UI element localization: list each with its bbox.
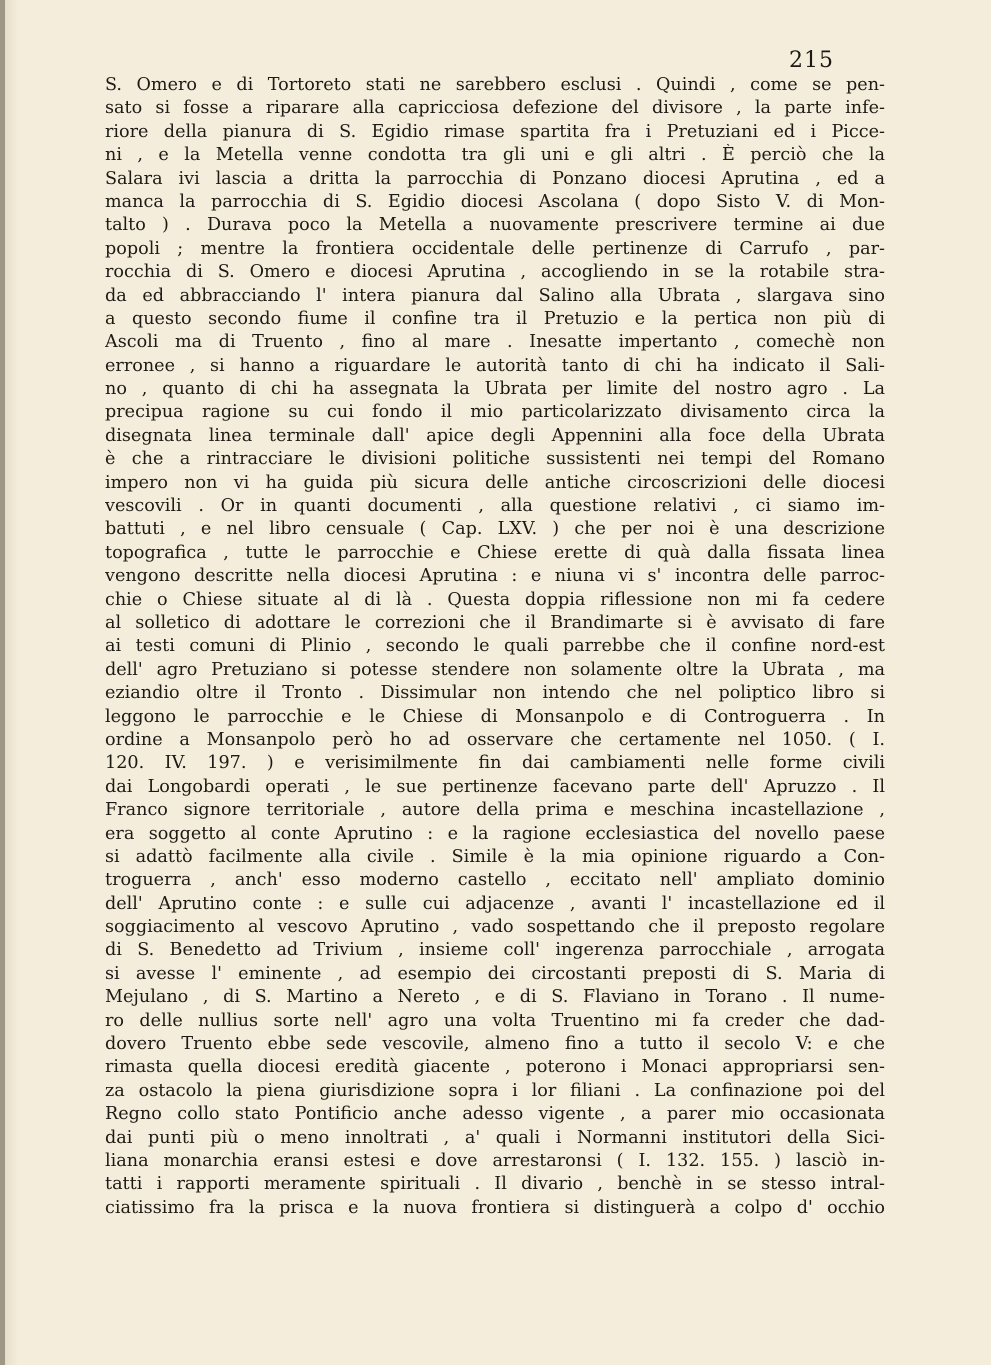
text-line: si adattò facilmente alla civile . Simile è la mia opinione riguardo a Con-: [105, 846, 885, 867]
text-line: eziandio oltre il Tronto . Dissimular non intendo che nel poliptico libro si: [105, 683, 885, 704]
text-line: Regno collo stato Pontificio anche adesso vigente , a parer mio occasionata: [105, 1104, 885, 1125]
text-line: di S. Benedetto ad Trivium , insieme coll' ingerenza parrocchiale , arrogata: [105, 940, 885, 961]
text-line: chie o Chiese situate al di là . Questa doppia riflessione non mi fa cedere: [105, 589, 885, 610]
text-line: S. Omero e di Tortoreto stati ne sarebbero esclusi . Quindi , come se pen-: [105, 75, 885, 95]
text-line: Ascoli ma di Truento , fino al mare . Inesatte impertanto , comechè non: [105, 332, 885, 353]
body-text: [105, 74, 885, 1220]
text-line: no , quanto di chi ha assegnata la Ubrata per limite del nostro agro . La: [105, 379, 885, 400]
text-line: manca la parrocchia di S. Egidio diocesi Ascolana ( dopo Sisto V. di Mon-: [105, 191, 885, 212]
text-line: è che a rintracciare le divisioni politiche sussistenti nei tempi del Romano: [105, 449, 885, 470]
text-line: ordine a Monsanpolo però ho ad osservare che certamente nel 1050. ( I.: [105, 729, 885, 750]
text-line: si avesse l' eminente , ad esempio dei circostanti preposti di S. Maria di: [105, 963, 885, 984]
text-line: da ed abbracciando l' intera pianura dal Salino alla Ubrata , slargava sino: [105, 285, 885, 306]
text-line: precipua ragione su cui fondo il mio particolarizzato divisamento circa la: [105, 402, 885, 423]
text-line: dovero Truento ebbe sede vescovile, almeno fino a tutto il secolo V: e che: [105, 1034, 885, 1055]
text-line: vescovili . Or in quanti documenti , alla questione relativi , ci siamo im-: [105, 496, 885, 517]
text-line: dai punti più o meno innoltrati , a' quali i Normanni institutori della Sici-: [105, 1127, 885, 1148]
text-line: 120. IV. 197. ) e verisimilmente fin dai cambiamenti nelle forme civili: [105, 753, 885, 774]
text-line: Mejulano , di S. Martino a Nereto , e di S. Flaviano in Torano . Il nume-: [105, 987, 885, 1008]
text-line: sato si fosse a riparare alla capricciosa defezione del divisore , la parte infe-: [105, 98, 885, 119]
text-line: dell' Aprutino conte : e sulle cui adjacenze , avanti l' incastellazione ed il: [105, 893, 885, 914]
text-line: liana monarchia eransi estesi e dove arrestaronsi ( I. 132. 155. ) lasciò in-: [105, 1150, 885, 1171]
text-line: Franco signore territoriale , autore della prima e meschina incastellazione ,: [105, 800, 885, 821]
page-number: 215: [789, 48, 834, 73]
text-line: leggono le parrocchie e le Chiese di Monsanpolo e di Controguerra . In: [105, 706, 885, 727]
text-line: tatti i rapporti meramente spirituali . Il divario , benchè in se stesso intral-: [105, 1174, 885, 1195]
text-line: disegnata linea terminale dall' apice degli Appennini alla foce della Ubrata: [105, 425, 885, 446]
text-line: erronee , si hanno a riguardare le autorità tanto di chi ha indicato il Sali-: [105, 355, 885, 376]
text-line: ciatissimo fra la prisca e la nuova frontiera si distinguerà a colpo d' occhio: [105, 1197, 885, 1218]
text-line: impero non vi ha guida più sicura delle antiche circoscrizioni delle diocesi: [105, 472, 885, 493]
text-line: riore della pianura di S. Egidio rimase spartita fra i Pretuziani ed i Picce-: [105, 121, 885, 142]
text-line: za ostacolo la piena giurisdizione sopra i lor filiani . La confinazione poi del: [105, 1080, 885, 1101]
text-line: ai testi comuni di Plinio , secondo le quali parrebbe che il confine nord-est: [105, 636, 885, 657]
text-line: ro delle nullius sorte nell' agro una volta Truentino mi fa creder che dad-: [105, 1010, 885, 1031]
text-line: popoli ; mentre la frontiera occidentale delle pertinenze di Carrufo , par-: [105, 238, 885, 259]
text-line: talto ) . Durava poco la Metella a nuovamente prescrivere termine ai due: [105, 215, 885, 236]
text-line: era soggetto al conte Aprutino : e la ragione ecclesiastica del novello paese: [105, 823, 885, 844]
text-line: soggiacimento al vescovo Aprutino , vado sospettando che il preposto regolare: [105, 917, 885, 938]
text-line: topografica , tutte le parrocchie e Chiese erette di quà dalla fissata linea: [105, 542, 885, 563]
text-line: dai Longobardi operati , le sue pertinenze facevano parte dell' Apruzzo . Il: [105, 776, 885, 797]
text-line: dell' agro Pretuziano si potesse stendere non solamente oltre la Ubrata , ma: [105, 659, 885, 680]
text-line: a questo secondo fiume il confine tra il Pretuzio e la pertica non più di: [105, 308, 885, 329]
text-line: troguerra , anch' esso moderno castello , eccitato nell' ampliato dominio: [105, 870, 885, 891]
text-line: rimasta quella diocesi eredità giacente , poterono i Monaci appropriarsi sen-: [105, 1057, 885, 1078]
text-line: al solletico di adottare le correzioni che il Brandimarte si è avvisato di fare: [105, 612, 885, 633]
text-line: battuti , e nel libro censuale ( Cap. LXV. ) che per noi è una descrizione: [105, 519, 885, 540]
text-line: ni , e la Metella venne condotta tra gli uni e gli altri . È perciò che la: [105, 145, 885, 166]
text-line: Salara ivi lascia a dritta la parrocchia di Ponzano diocesi Aprutina , ed a: [105, 168, 885, 189]
text-line: rocchia di S. Omero e diocesi Aprutina , accogliendo in se la rotabile stra-: [105, 262, 885, 283]
text-line: vengono descritte nella diocesi Aprutina : e niuna vi s' incontra delle parroc-: [105, 566, 885, 587]
page-spine: [0, 0, 5, 1365]
